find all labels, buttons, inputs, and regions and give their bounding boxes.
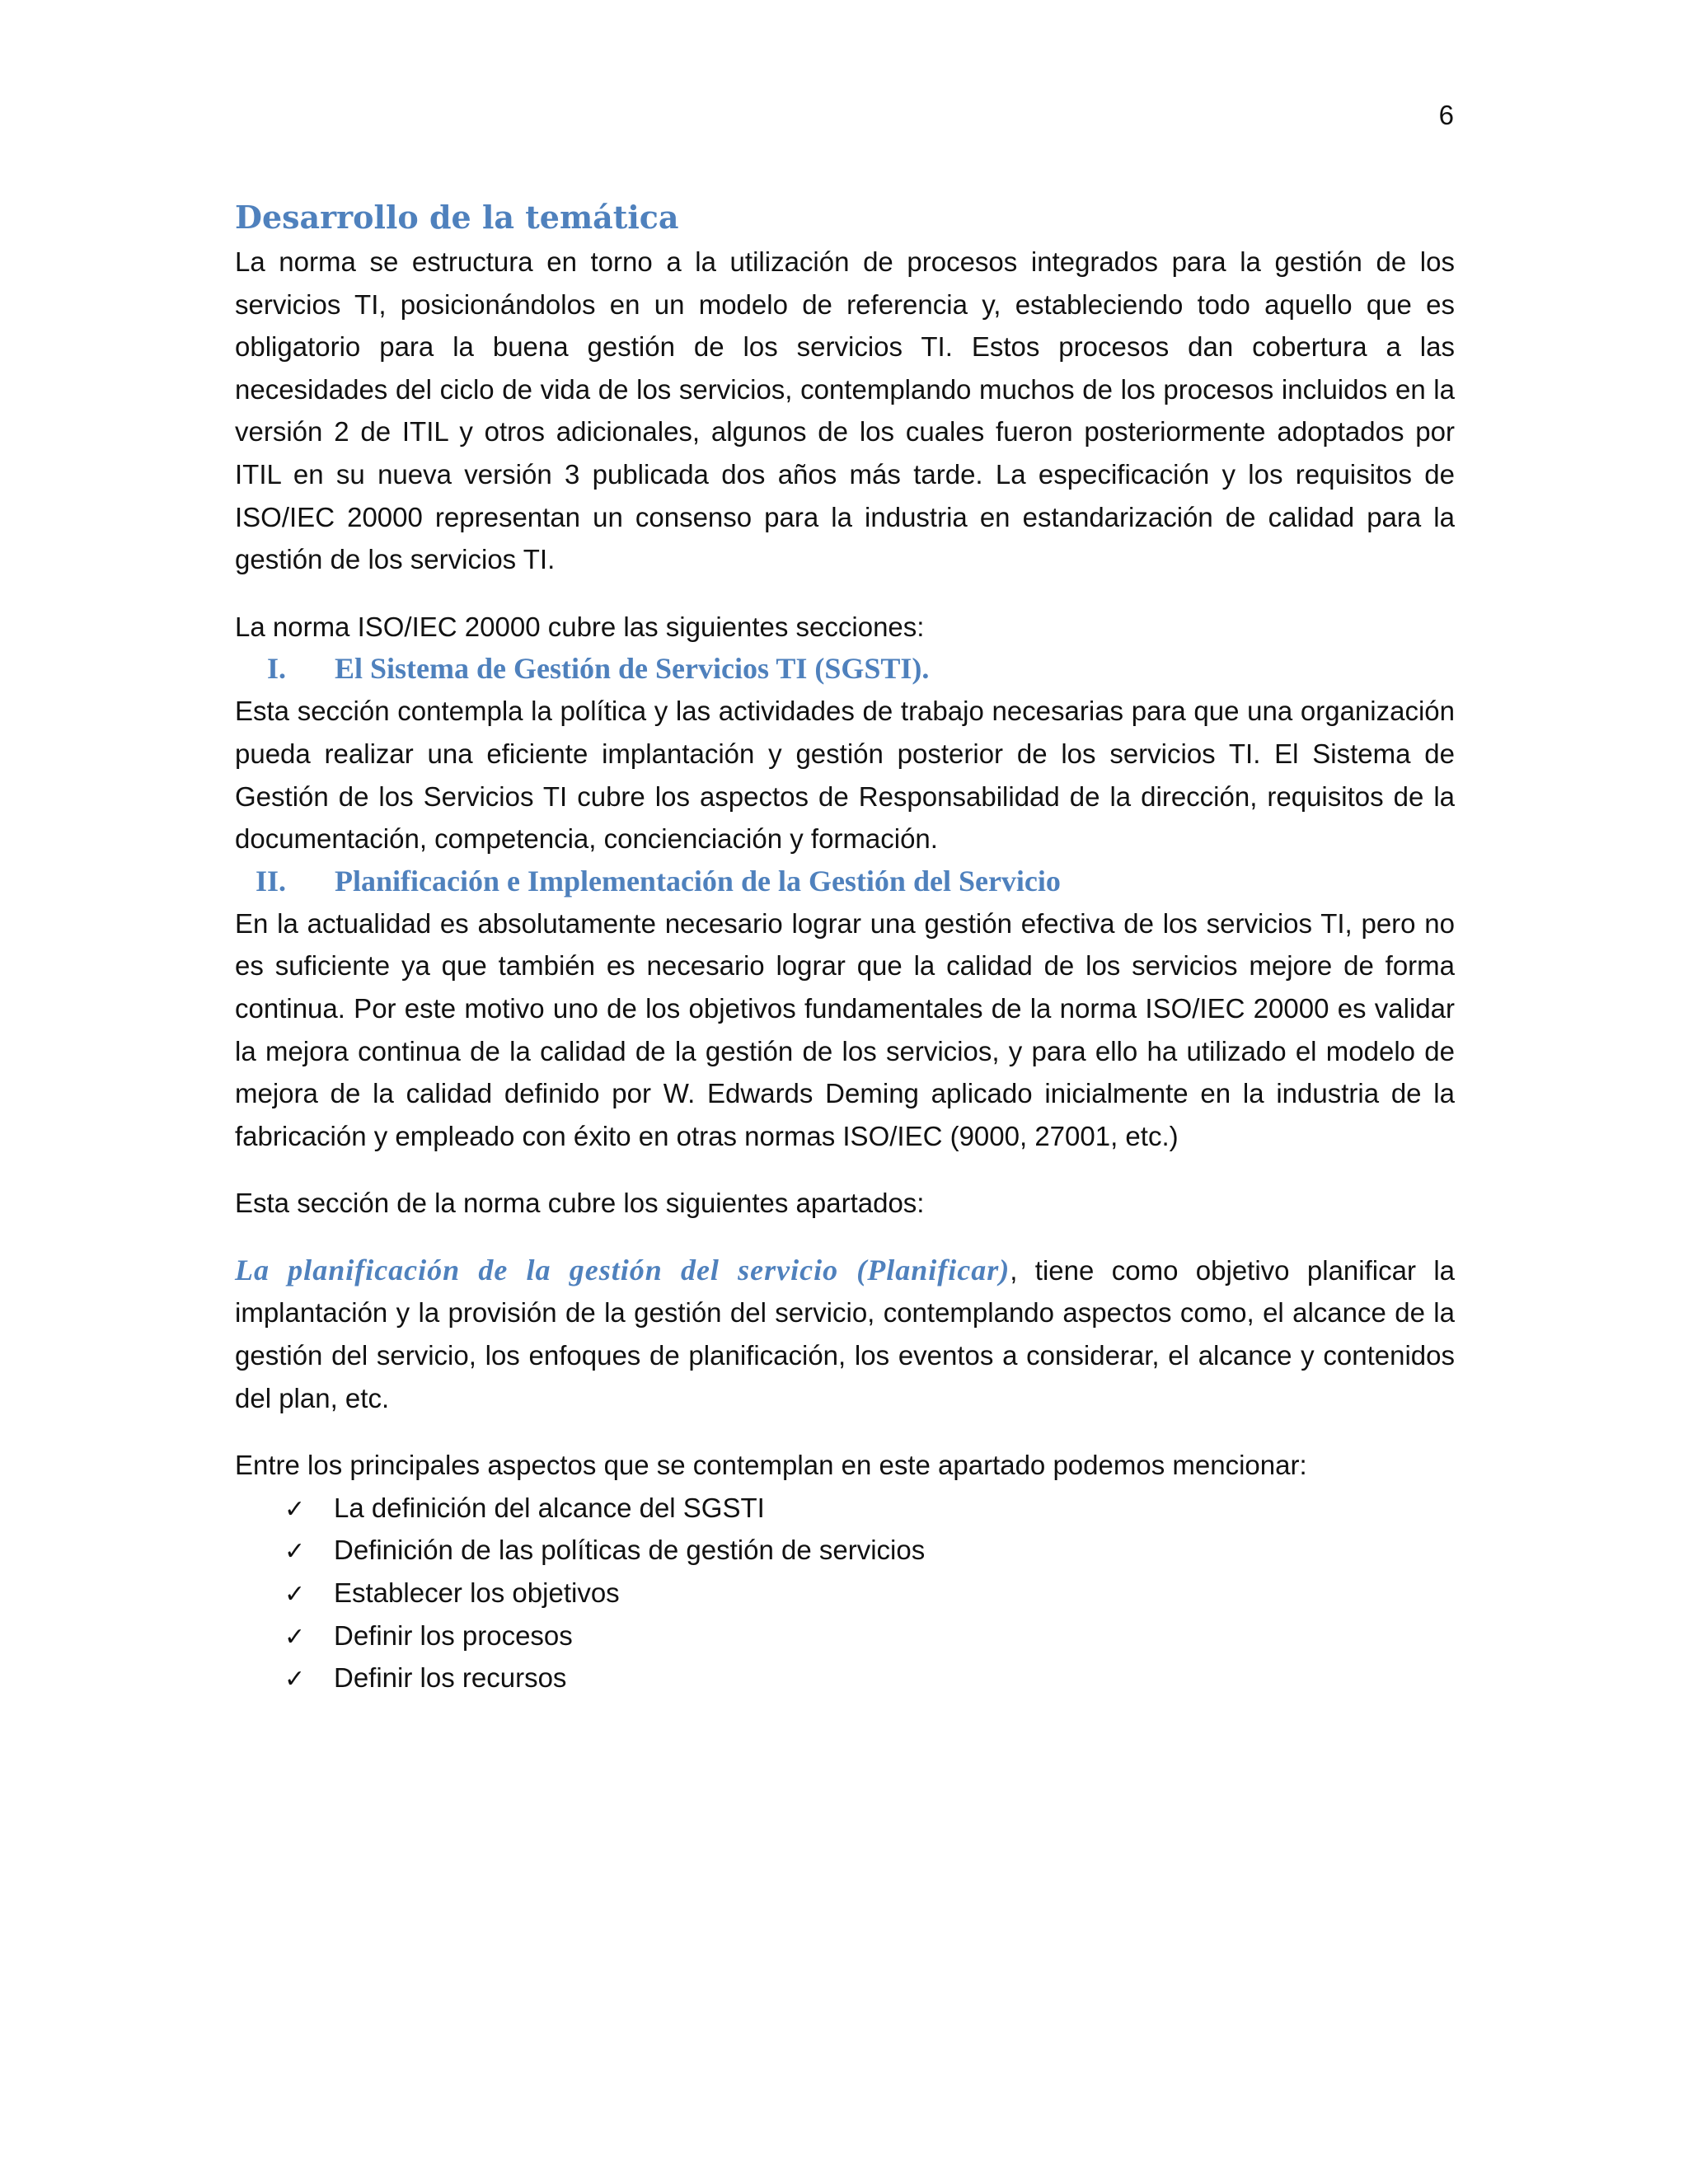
checkmark-icon: ✓: [284, 1622, 306, 1652]
list-item-text: Definir los procesos: [334, 1619, 573, 1651]
subsection-title: Planificación e Implementación de la Gestión del Servicio: [335, 864, 1061, 898]
checkmark-icon: ✓: [284, 1537, 306, 1567]
list-item: [235, 1615, 1455, 1657]
list-item-text: La definición del alcance del SGSTI: [334, 1492, 765, 1523]
subsection-title: El Sistema de Gestión de Servicios TI (SGSTI).: [335, 652, 930, 686]
planificacion-paragraph: En la actualidad es absolutamente necesario lograr una gestión efectiva de los servicios TI, pero no es suficiente ya que también es necesario lograr que la calidad de los servicios mejore de forma continua. Por este motivo uno de los objetivos fundamentales de la norma ISO/IEC 20000 es validar la mejora continua de la calidad de la gestión de los servicios, y para ello ha utilizado el modelo de mejora de la calidad definido por W. Edwards Deming aplicado inicialmente en la industria de la fabricación y empleado con éxito en otras normas ISO/IEC (9000, 27001, etc.): [235, 907, 1455, 1151]
planning-paragraph: [235, 1249, 1455, 1419]
checkmark-icon: ✓: [284, 1580, 306, 1610]
list-item: [235, 1487, 1455, 1530]
checkmark-icon: ✓: [284, 1494, 306, 1524]
planning-inline-heading: La planificación de la gestión del servicio (Planificar): [235, 1253, 1010, 1286]
list-item-text: Establecer los objetivos: [334, 1577, 620, 1609]
list-item: [235, 1657, 1455, 1699]
intro-paragraph: La norma se estructura en torno a la utilización de procesos integrados para la gestión de los servicios TI, posicionándolos en un modelo de referencia y, estableciendo todo aquello que es obligatorio para la buena gestión de los servicios TI. Estos procesos dan cobertura a las necesidades del ciclo de vida de los servicios, contemplando muchos de los procesos incluidos en la versión 2 de ITIL y otros adicionales, algunos de los cuales fueron posteriormente adoptados por ITIL en su nueva versión 3 publicada dos años más tarde. La especificación y los requisitos de ISO/IEC 20000 representan un consenso para la industria en estandarización de calidad para la gestión de los servicios TI.: [235, 246, 1455, 575]
aspects-intro-paragraph: Entre los principales aspectos que se contemplan en este apartado podemos mencionar:: [235, 1450, 1307, 1481]
sgsti-paragraph: Esta sección contempla la política y las actividades de trabajo necesarias para que una organización pueda realizar una eficiente implantación y gestión posterior de los servicios TI. El Sistema de Gestión de los Servicios TI cubre los aspectos de Responsabilidad de la dirección, requisitos de la documentación, competencia, concienciación y formación.: [235, 696, 1455, 855]
list-item: [235, 1529, 1455, 1572]
aspects-checklist: [235, 1487, 1455, 1699]
list-item: [235, 1572, 1455, 1615]
subsection-heading-sgsti: [235, 648, 1455, 690]
document-body: [235, 194, 1455, 1699]
list-item-text: Definir los recursos: [334, 1662, 567, 1694]
sections-intro-paragraph: La norma ISO/IEC 20000 cubre las siguientes secciones:: [235, 611, 925, 642]
subsection-numeral: I.: [266, 652, 286, 686]
subsection-heading-planificacion: [235, 860, 1455, 902]
section-title: Desarrollo de la temática: [235, 199, 679, 236]
list-item-text: Definición de las políticas de gestión de servicios: [334, 1535, 926, 1566]
subsection-numeral: II.: [255, 864, 286, 898]
apartados-intro-paragraph: Esta sección de la norma cubre los siguientes apartados:: [235, 1188, 925, 1219]
checkmark-icon: ✓: [284, 1665, 306, 1694]
page-number: 6: [1438, 100, 1454, 130]
planning-text: , tiene como objetivo planificar la implantación y la provisión de la gestión del servicio, contemplando aspectos como, el alcance de la gestión del servicio, los enfoques de planificación, los eventos a considerar, el alcance y contenidos del plan, etc.: [235, 1254, 1455, 1413]
